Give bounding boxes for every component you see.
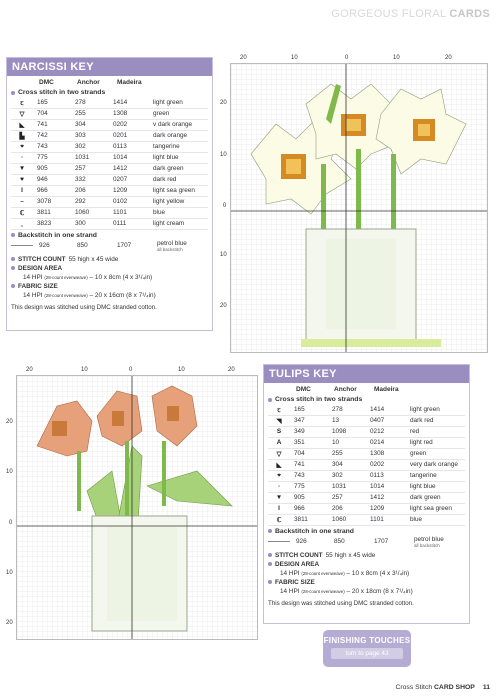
thread-anchor: 303 <box>71 130 109 141</box>
backstitch-label: Backstitch in one strand <box>275 527 354 535</box>
thread-name: tangerine <box>404 470 465 481</box>
axis-label: 10 <box>6 570 13 576</box>
tulip-vase <box>92 516 187 631</box>
thread-dmc: 3823 <box>33 218 71 229</box>
axis-label: 20 <box>220 100 227 106</box>
thread-dmc: 704 <box>33 108 71 119</box>
back-anchor: 850 <box>334 538 345 545</box>
back-madeira: 1707 <box>374 538 389 545</box>
thread-madeira: 0207 <box>109 174 147 185</box>
thread-symbol-icon: ℂ <box>11 207 33 218</box>
fabric-size: – 20 x 18cm (8 x 7¹/₄in) <box>344 587 413 595</box>
thread-name: light blue <box>147 152 208 163</box>
axis-label: 10 <box>291 55 298 61</box>
narcissi-backstitch-row <box>7 240 212 252</box>
thread-madeira: 1414 <box>109 97 147 108</box>
thread-name: green <box>147 108 208 119</box>
thread-dmc: 347 <box>290 415 328 426</box>
design-size: – 10 x 8cm (4 x 3¹/₄in) <box>344 569 410 577</box>
thread-row <box>268 514 465 525</box>
page-header <box>331 8 490 20</box>
page-footer <box>395 684 490 691</box>
thread-row <box>11 108 208 119</box>
thread-madeira: 0214 <box>366 437 404 448</box>
thread-name: light yellow <box>147 196 208 207</box>
thread-symbol-icon: S <box>268 426 290 437</box>
col-anchor: Anchor <box>77 79 100 86</box>
thread-name: light sea green <box>404 503 465 514</box>
thread-dmc: 946 <box>33 174 71 185</box>
thread-madeira: 0102 <box>109 196 147 207</box>
thread-name: blue <box>147 207 208 218</box>
thread-name: light sea green <box>147 185 208 196</box>
thread-row <box>268 459 465 470</box>
col-dmc: DMC <box>39 79 54 86</box>
narcissi-chart <box>220 55 490 355</box>
thread-anchor: 300 <box>71 218 109 229</box>
thread-dmc: 743 <box>290 470 328 481</box>
thread-symbol-icon: ◣ <box>11 119 33 130</box>
thread-dmc: 3811 <box>33 207 71 218</box>
tulips-backstitch-heading <box>264 526 469 536</box>
thread-name: light blue <box>404 481 465 492</box>
thread-madeira: 1014 <box>109 152 147 163</box>
axis-label: 10 <box>178 367 185 373</box>
thread-row <box>11 174 208 185</box>
tulips-key <box>263 364 470 624</box>
stitch-count-label: STITCH COUNT <box>18 255 66 263</box>
thread-anchor: 13 <box>328 415 366 426</box>
axis-label: 20 <box>220 303 227 309</box>
thread-row <box>268 492 465 503</box>
bullet-icon <box>11 266 15 270</box>
back-anchor: 850 <box>77 242 88 249</box>
thread-name: dark orange <box>147 130 208 141</box>
axis-label: 10 <box>220 152 227 158</box>
thread-symbol-icon: ▼ <box>11 163 33 174</box>
back-dmc: 926 <box>39 242 50 249</box>
axis-label: 0 <box>129 367 133 373</box>
fabric-size-label: FABRIC SIZE <box>275 578 315 586</box>
backstitch-line-icon <box>11 245 33 246</box>
stitch-count-value: 55 high x 45 wide <box>68 255 119 263</box>
tulips-thread-table <box>268 404 465 526</box>
fabric-count: (28-count evenweave) <box>44 292 88 298</box>
thread-madeira: 0113 <box>366 470 404 481</box>
narcissi-key-title: NARCISSI KEY <box>7 58 212 76</box>
thread-name: light green <box>147 97 208 108</box>
thread-dmc: 165 <box>290 404 328 415</box>
thread-dmc: 905 <box>33 163 71 174</box>
thread-anchor: 304 <box>328 459 366 470</box>
thread-symbol-icon: ◣ <box>268 459 290 470</box>
thread-dmc: 905 <box>290 492 328 503</box>
thread-row <box>11 207 208 218</box>
thread-name: light cream <box>147 218 208 229</box>
thread-symbol-icon: ◦ <box>268 481 290 492</box>
axis-label: 20 <box>6 419 13 425</box>
thread-row <box>11 141 208 152</box>
narcissi-thread-table <box>11 97 208 230</box>
thread-dmc: 775 <box>290 481 328 492</box>
thread-dmc: 743 <box>33 141 71 152</box>
back-name: petrol blue <box>157 239 187 247</box>
thread-symbol-icon: ▽ <box>11 108 33 119</box>
header-bold-text: CARDS <box>449 8 490 20</box>
narcissi-info <box>7 252 212 301</box>
tulips-note: This design was stitched using DMC stranded cotton. <box>268 599 414 607</box>
thread-name: blue <box>404 514 465 525</box>
axis-label: 20 <box>6 620 13 626</box>
axis-label: 0 <box>223 203 227 209</box>
thread-symbol-icon: I <box>11 185 33 196</box>
thread-row <box>268 437 465 448</box>
tulips-pattern-svg <box>17 376 257 639</box>
thread-symbol-icon: ▙ <box>11 130 33 141</box>
thread-madeira: 0201 <box>109 130 147 141</box>
design-area-label: DESIGN AREA <box>275 560 320 568</box>
thread-madeira: 0407 <box>366 415 404 426</box>
design-area-label: DESIGN AREA <box>18 264 63 272</box>
thread-name: dark green <box>147 163 208 174</box>
thread-symbol-icon: ▽ <box>268 448 290 459</box>
fabric-size-label: FABRIC SIZE <box>18 282 58 290</box>
thread-dmc: 966 <box>290 503 328 514</box>
thread-madeira: 1209 <box>366 503 404 514</box>
thread-symbol-icon: ◥ <box>268 415 290 426</box>
tulips-info <box>264 548 469 597</box>
thread-name: very dark orange <box>404 459 465 470</box>
thread-anchor: 10 <box>328 437 366 448</box>
thread-anchor: 1060 <box>71 207 109 218</box>
axis-label: 20 <box>228 367 235 373</box>
thread-row <box>268 503 465 514</box>
narcissi-key-columns <box>7 76 212 87</box>
thread-anchor: 257 <box>328 492 366 503</box>
thread-dmc: 741 <box>290 459 328 470</box>
thread-madeira: 1412 <box>366 492 404 503</box>
axis-label: 0 <box>9 520 13 526</box>
design-count: (28-count evenweave) <box>44 274 88 280</box>
finishing-touches-box[interactable] <box>323 630 411 667</box>
narcissi-cross-heading <box>7 87 212 97</box>
thread-anchor: 302 <box>71 141 109 152</box>
tulips-backstitch-row <box>264 536 469 548</box>
thread-row <box>268 415 465 426</box>
thread-dmc: 775 <box>33 152 71 163</box>
page-number: 11 <box>482 684 490 691</box>
tulips-chart <box>6 367 258 642</box>
back-name: petrol blue <box>414 535 444 543</box>
thread-row <box>11 196 208 207</box>
thread-dmc: 3811 <box>290 514 328 525</box>
thread-dmc: 966 <box>33 185 71 196</box>
thread-dmc: 704 <box>290 448 328 459</box>
bullet-icon <box>11 257 15 261</box>
thread-madeira: 0202 <box>109 119 147 130</box>
thread-row <box>11 185 208 196</box>
thread-madeira: 0113 <box>109 141 147 152</box>
bullet-icon <box>268 580 272 584</box>
thread-madeira: 1414 <box>366 404 404 415</box>
thread-symbol-icon: ꞇ <box>11 97 33 108</box>
thread-name: dark red <box>404 415 465 426</box>
finishing-title: FINISHING TOUCHES <box>323 636 411 645</box>
col-madeira: Madeira <box>117 79 142 86</box>
design-hpi: 14 HPI <box>23 273 43 281</box>
header-light-text: GORGEOUS FLORAL <box>331 8 447 20</box>
thread-dmc: 741 <box>33 119 71 130</box>
thread-row <box>11 119 208 130</box>
thread-symbol-icon: A <box>268 437 290 448</box>
col-madeira: Madeira <box>374 386 399 393</box>
back-note: all backstitch <box>157 246 183 252</box>
thread-row <box>11 163 208 174</box>
stitch-count-value: 55 high x 45 wide <box>325 551 376 559</box>
cross-stitch-label: Cross stitch in two strands <box>275 396 363 403</box>
thread-symbol-icon: ♥ <box>11 174 33 185</box>
thread-anchor: 278 <box>71 97 109 108</box>
thread-madeira: 1308 <box>366 448 404 459</box>
tulips-chart-grid <box>16 375 258 640</box>
thread-row <box>268 470 465 481</box>
narcissus-vase <box>306 229 416 344</box>
thread-anchor: 255 <box>328 448 366 459</box>
thread-symbol-icon: ◦ <box>11 152 33 163</box>
narcissi-chart-grid <box>230 63 488 353</box>
thread-symbol-icon: ꞈ <box>11 218 33 229</box>
thread-row <box>268 448 465 459</box>
col-anchor: Anchor <box>334 386 357 393</box>
backstitch-label: Backstitch in one strand <box>18 231 97 239</box>
thread-dmc: 349 <box>290 426 328 437</box>
axis-label: 20 <box>445 55 452 61</box>
col-dmc: DMC <box>296 386 311 393</box>
thread-row <box>11 218 208 229</box>
cross-stitch-label: Cross stitch in two strands <box>18 89 106 96</box>
tulips-key-columns <box>264 383 469 394</box>
axis-label: 10 <box>220 252 227 258</box>
tulips-cross-heading <box>264 394 469 404</box>
thread-name: tangerine <box>147 141 208 152</box>
thread-row <box>268 404 465 415</box>
bullet-icon <box>268 553 272 557</box>
bullet-icon <box>11 233 15 237</box>
thread-madeira: 1101 <box>109 207 147 218</box>
thread-madeira: 1101 <box>366 514 404 525</box>
bullet-icon <box>11 284 15 288</box>
thread-madeira: 1308 <box>109 108 147 119</box>
thread-name: light red <box>404 437 465 448</box>
thread-anchor: 1031 <box>71 152 109 163</box>
thread-row <box>268 481 465 492</box>
design-hpi: 14 HPI <box>280 569 300 577</box>
thread-row <box>11 152 208 163</box>
thread-name: green <box>404 448 465 459</box>
thread-symbol-icon: ⌖ <box>11 141 33 152</box>
thread-dmc: 3078 <box>33 196 71 207</box>
thread-symbol-icon: ℂ <box>268 514 290 525</box>
narcissi-pattern-svg <box>231 64 487 352</box>
vase-shadow <box>301 339 441 347</box>
thread-name: light green <box>404 404 465 415</box>
thread-anchor: 1098 <box>328 426 366 437</box>
thread-dmc: 165 <box>33 97 71 108</box>
thread-dmc: 742 <box>33 130 71 141</box>
fabric-count: (28-count evenweave) <box>301 588 345 594</box>
bullet-icon <box>268 562 272 566</box>
fabric-hpi: 14 HPI <box>23 291 43 299</box>
tulips-key-title: TULIPS KEY <box>264 365 469 383</box>
back-note: all backstitch <box>414 542 440 548</box>
axis-label: 20 <box>240 55 247 61</box>
thread-anchor: 1031 <box>328 481 366 492</box>
thread-row <box>268 426 465 437</box>
thread-symbol-icon: ⌖ <box>268 470 290 481</box>
thread-name: dark red <box>147 174 208 185</box>
thread-anchor: 292 <box>71 196 109 207</box>
thread-madeira: 1209 <box>109 185 147 196</box>
fabric-hpi: 14 HPI <box>280 587 300 595</box>
narcissi-note: This design was stitched using DMC stranded cotton. <box>11 303 157 311</box>
thread-anchor: 332 <box>71 174 109 185</box>
bullet-icon <box>268 529 272 533</box>
thread-anchor: 255 <box>71 108 109 119</box>
thread-name: red <box>404 426 465 437</box>
thread-madeira: 1014 <box>366 481 404 492</box>
thread-row <box>11 130 208 141</box>
thread-anchor: 1060 <box>328 514 366 525</box>
thread-anchor: 304 <box>71 119 109 130</box>
thread-symbol-icon: ꞇ <box>268 404 290 415</box>
thread-anchor: 257 <box>71 163 109 174</box>
thread-symbol-icon: – <box>11 196 33 207</box>
thread-name: dark green <box>404 492 465 503</box>
narcissi-key <box>6 57 213 331</box>
fabric-size: – 20 x 16cm (8 x 7¹/₄in) <box>87 291 156 299</box>
back-dmc: 926 <box>296 538 307 545</box>
axis-label: 0 <box>345 55 349 61</box>
bullet-icon <box>268 398 272 402</box>
narcissi-backstitch-heading <box>7 230 212 240</box>
axis-label: 10 <box>393 55 400 61</box>
thread-madeira: 0111 <box>109 218 147 229</box>
axis-label: 10 <box>81 367 88 373</box>
back-madeira: 1707 <box>117 242 132 249</box>
thread-anchor: 206 <box>71 185 109 196</box>
design-count: (28-count evenweave) <box>301 570 345 576</box>
thread-anchor: 206 <box>328 503 366 514</box>
thread-dmc: 351 <box>290 437 328 448</box>
axis-label: 10 <box>6 469 13 475</box>
thread-madeira: 0212 <box>366 426 404 437</box>
thread-madeira: 0202 <box>366 459 404 470</box>
design-size: – 10 x 8cm (4 x 3¹/₄in) <box>87 273 153 281</box>
axis-label: 20 <box>26 367 33 373</box>
bullet-icon <box>11 91 15 95</box>
thread-anchor: 278 <box>328 404 366 415</box>
thread-anchor: 302 <box>328 470 366 481</box>
thread-row <box>11 97 208 108</box>
stitch-count-label: STITCH COUNT <box>275 551 323 559</box>
magazine-name: Cross Stitch <box>395 684 435 691</box>
finishing-link[interactable]: turn to page 43 <box>331 648 403 659</box>
thread-name: v dark orange <box>147 119 208 130</box>
backstitch-line-icon <box>268 541 290 542</box>
thread-madeira: 1412 <box>109 163 147 174</box>
magazine-name-bold: CARD SHOP <box>434 684 475 691</box>
thread-symbol-icon: I <box>268 503 290 514</box>
thread-symbol-icon: ▼ <box>268 492 290 503</box>
